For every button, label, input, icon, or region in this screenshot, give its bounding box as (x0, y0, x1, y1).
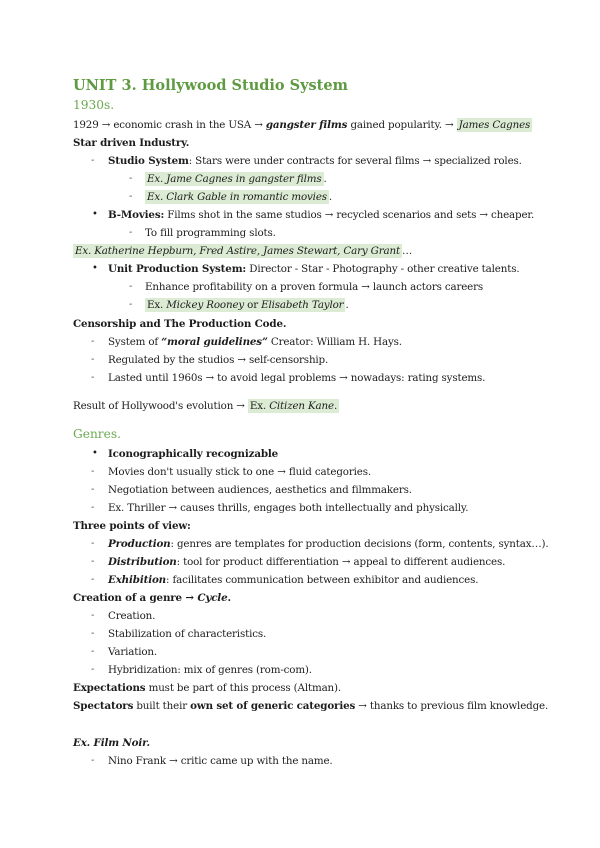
item-b-movies (108, 208, 534, 222)
text: built their (133, 700, 191, 712)
text: : tool for product differentiation → appeal to different audiences. (176, 556, 506, 568)
example-rooney-taylor (145, 298, 349, 312)
dash-marker: - (91, 354, 95, 365)
term: Exhibition (108, 574, 167, 586)
item-hybridization: Hybridization: mix of genres (rom-com). (108, 664, 312, 676)
term: Distribution (108, 556, 177, 568)
term: Production (108, 538, 171, 550)
item-creation: Creation. (108, 610, 156, 622)
highlight (145, 298, 345, 312)
text: Creator: William H. Hays. (267, 336, 402, 348)
item-moral-guidelines (108, 335, 402, 349)
text: must be part of this process (Altman). (145, 682, 342, 694)
highlight: Ex. Jame Cagnes in gangster films (147, 173, 322, 185)
text: Result of Hollywood's evolution → (73, 400, 248, 412)
text: 1929 → economic crash in the USA → (73, 119, 266, 131)
line-1929 (73, 118, 532, 132)
dash-marker: - (129, 191, 133, 202)
bullet-marker: • (92, 448, 98, 459)
text: Ex. (249, 400, 270, 412)
item-distribution (108, 555, 505, 569)
subheading-censorship: Censorship and The Production Code. (73, 318, 287, 330)
emphasis: Citizen Kane. (269, 400, 338, 412)
text: gained popularity. → (347, 119, 457, 131)
emphasis: Mickey Rooney (166, 299, 245, 311)
subheading-three-points: Three points of view: (73, 520, 191, 532)
highlight: James Cagnes (458, 119, 531, 131)
term: Expectations (73, 682, 146, 694)
item-fluid-categories: Movies don't usually stick to one → fluid categories. (108, 466, 371, 478)
line-spectators (73, 699, 548, 713)
term: own set of generic categories (190, 700, 356, 712)
term: Spectators (73, 700, 134, 712)
item-negotiation: Negotiation between audiences, aesthetics and filmmakers. (108, 484, 412, 496)
line-result (73, 399, 339, 413)
emphasis: “moral guidelines” (161, 336, 268, 348)
text: Ex. (147, 299, 167, 311)
dash-marker: - (91, 336, 95, 347)
item-stabilization: Stabilization of characteristics. (108, 628, 267, 640)
text: System of (108, 336, 162, 348)
dash-marker: - (91, 466, 95, 477)
dash-marker: - (91, 646, 95, 657)
item-regulated: Regulated by the studios → self-censorship. (108, 354, 329, 366)
section-heading-1930s: 1930s. (73, 98, 115, 112)
emphasis: Elisabeth Taylor (261, 299, 344, 311)
text: : genres are templates for production decisions (form, contents, syntax…). (170, 538, 549, 550)
example-actors (73, 244, 412, 258)
text: Films shot in the same studios → recycled scenarios and sets → cheaper. (164, 209, 535, 221)
page-title: UNIT 3. Hollywood Studio System (73, 77, 348, 94)
item-enhance: Enhance profitability on a proven formula → launch actors careers (145, 281, 484, 293)
text: or (244, 299, 262, 311)
term: Studio System (108, 155, 189, 167)
item-production (108, 537, 549, 551)
dash-marker: - (129, 227, 133, 238)
dash-marker: - (91, 574, 95, 585)
example-gable: Ex. Clark Gable in romantic movies . (147, 191, 333, 203)
highlight: Ex. Clark Gable in romantic movies (147, 191, 327, 203)
section-heading-genres: Genres. (73, 427, 121, 441)
dash-marker: - (91, 610, 95, 621)
dash-marker: - (91, 484, 95, 495)
bullet-marker: • (92, 209, 98, 220)
dash-marker: - (129, 173, 133, 184)
subheading-creation-cycle (73, 591, 231, 605)
text: … (401, 245, 413, 257)
text: . (345, 299, 349, 311)
text: Creation of a genre → (73, 592, 198, 604)
dash-marker: - (91, 556, 95, 567)
text: : Stars were under contracts for several films → specialized roles. (188, 155, 522, 167)
term: B-Movies: (108, 209, 165, 221)
dash-marker: - (91, 755, 95, 766)
dash-marker: - (129, 281, 133, 292)
dash-marker: - (91, 155, 95, 166)
dash-marker: - (129, 299, 133, 310)
item-lasted: Lasted until 1960s → to avoid legal problems → nowadays: rating systems. (108, 372, 486, 384)
text: → thanks to previous film knowledge. (355, 700, 549, 712)
bullet-marker: • (92, 263, 98, 274)
item-exhibition (108, 573, 478, 587)
item-fill-slots: To fill programming slots. (145, 227, 276, 239)
emphasis: gangster films (265, 119, 348, 131)
text: Director - Star - Photography - other creative talents. (246, 263, 520, 275)
subheading-film-noir: Ex. Film Noir. (73, 737, 150, 749)
item-variation: Variation. (108, 646, 158, 658)
highlight: Ex. Katherine Hepburn, Fred Astire, James Stewart, Cary Grant (75, 245, 400, 257)
text: . (227, 592, 231, 604)
dash-marker: - (91, 372, 95, 383)
item-iconographic: Iconographically recognizable (108, 448, 279, 460)
subheading-star-driven: Star driven Industry. (73, 137, 190, 149)
item-thriller: Ex. Thriller → causes thrills, engages both intellectually and physically. (108, 502, 469, 514)
dash-marker: - (91, 628, 95, 639)
item-unit-production (108, 262, 519, 276)
text: : facilitates communication between exhibitor and audiences. (166, 574, 479, 586)
item-studio-system (108, 154, 522, 168)
highlight (248, 399, 339, 413)
term: Unit Production System: (108, 263, 247, 275)
item-nino-frank: Nino Frank → critic came up with the name. (108, 755, 333, 767)
dash-marker: - (91, 538, 95, 549)
dash-marker: - (91, 502, 95, 513)
emphasis: Cycle (197, 592, 228, 604)
line-expectations (73, 681, 341, 695)
example-cagnes: Ex. Jame Cagnes in gangster films . (147, 173, 327, 185)
dash-marker: - (91, 664, 95, 675)
